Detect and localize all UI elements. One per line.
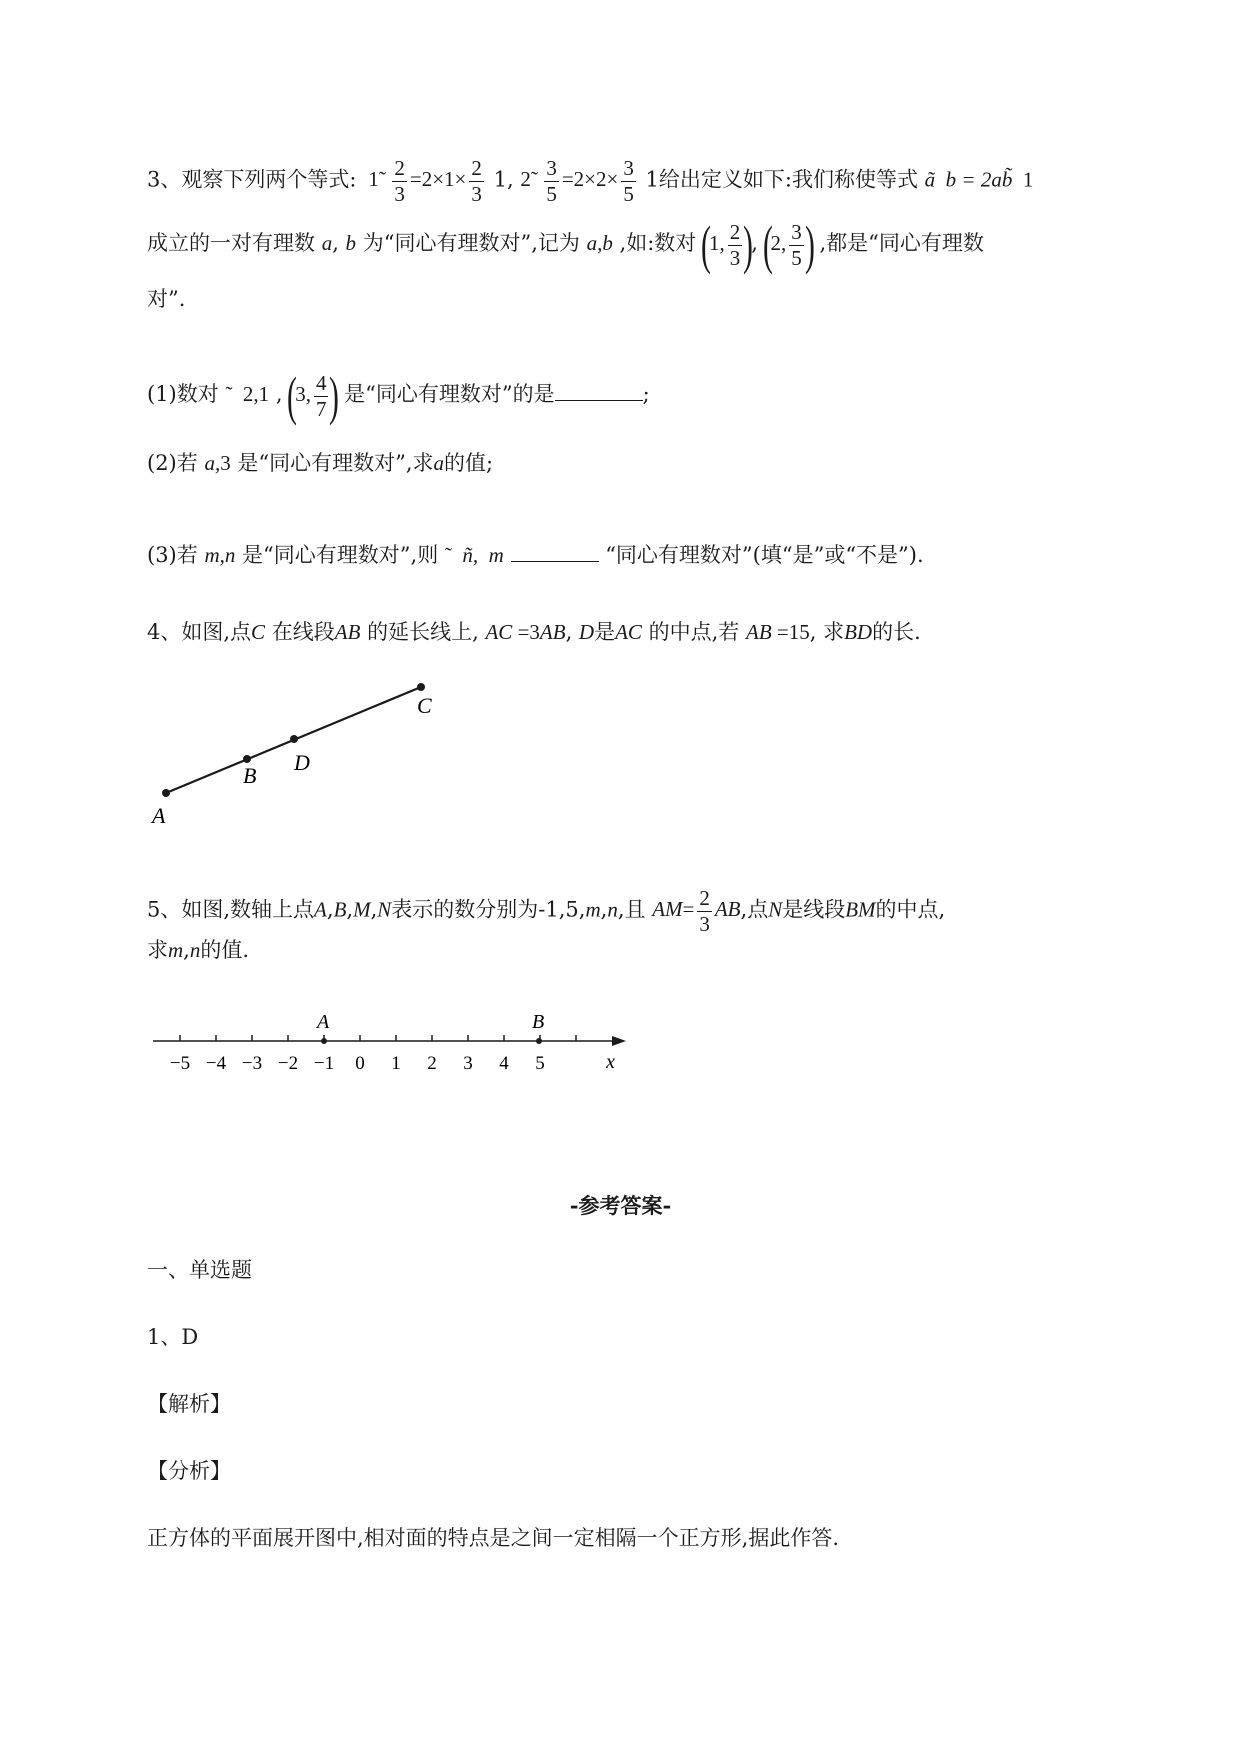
q3-line-3: 对”. (147, 287, 186, 311)
q3-line-1: 3、观察下列两个等式: 1̃ $\frac{2}{3}$ =2×1× $\frac{2}{3}$ 1, 2̃ $\frac{3}{5}$ =2×2× $\frac{3}{5}$ 1给出定义如下:我们称使等式 ã b = 2ab̃ 1 (147, 156, 1034, 206)
label-b: B (243, 763, 257, 788)
label-c: C (417, 693, 432, 718)
axis-tick-label: 0 (355, 1053, 365, 1074)
point-b (243, 755, 251, 763)
axis-label-b: B (532, 1011, 545, 1033)
q3-pair-3: (3, $\frac{4}{7}$ ) (287, 366, 340, 426)
q3-equation-2: 2̃ $\frac{3}{5}$ =2×2× $\frac{3}{5}$ (520, 156, 634, 206)
axis-tick-label: −2 (277, 1053, 299, 1074)
axis-tick-label: −3 (241, 1053, 263, 1074)
axis-tick-label: 1 (391, 1053, 401, 1074)
fenxi-label: 【分析】 (147, 1459, 231, 1483)
section-heading: 一、单选题 (147, 1258, 252, 1282)
point-a (162, 789, 170, 797)
analysis-text: 正方体的平面展开图中,相对面的特点是之间一定相隔一个正方形,据此作答. (147, 1526, 840, 1550)
point-b-on-axis (536, 1038, 542, 1044)
axis-arrow (612, 1036, 626, 1046)
point-c (417, 683, 425, 691)
q3-example-pair-1: (1, $\frac{2}{3}$ ) (701, 215, 754, 275)
q3-part-2: (2)若 a,3 是“同心有理数对”,求a的值; (147, 451, 494, 475)
axis-tick-label: 4 (499, 1053, 509, 1074)
q5-text-2: 求m,n的值. (147, 938, 250, 962)
answer-item-1: 1、D (147, 1325, 199, 1349)
number-line (153, 1011, 626, 1074)
label-a: A (152, 803, 166, 828)
q3-equation-1: 1̃ $\frac{2}{3}$ =2×1× $\frac{2}{3}$ (363, 156, 482, 206)
axis-label-x: x (606, 1051, 615, 1073)
answers-title: -参考答案- (569, 1193, 672, 1218)
q3-definition-equation: ã b = 2ab̃ 1 (924, 167, 1034, 192)
q3-part-3: (3)若 m,n 是“同心有理数对”,则 ˜ ñ, m “同心有理数对”(填“是”或“不是”). (147, 543, 924, 567)
jiexi-label: 【解析】 (147, 1392, 231, 1416)
q3-example-pair-2: (2, $\frac{3}{5}$ ) (762, 215, 815, 275)
axis-tick-label: −5 (169, 1053, 191, 1074)
axis-label-a: A (317, 1011, 330, 1033)
q3-part-1: (1)数对 ˜ 2,1 , (3, $\frac{4}{7}$ ) 是“同心有理数对”的是 ; (147, 366, 650, 426)
axis-tick-label: 2 (427, 1053, 437, 1074)
q3-intro-text: 3、观察下列两个等式: (147, 167, 357, 192)
q4-text: 4、如图,点C 在线段AB 的延长线上, AC =3AB, D是AC 的中点,若 AB =15, 求BD的长. (147, 620, 921, 644)
label-d: D (294, 750, 310, 775)
axis-tick-label: 3 (463, 1053, 473, 1074)
q5-text-1: 5、如图,数轴上点A,B,M,N表示的数分别为-1,5,m,n,且 AM= $\frac{2}{3}$ AB,点N是线段BM的中点, (147, 886, 946, 936)
q3-line-2: 成立的一对有理数 a, b 为“同心有理数对”,记为 a,b ,如:数对 (1, $\frac{2}{3}$ ), (2, $\frac{3}{5}$ ) ,都是“同心有理数 (147, 215, 984, 275)
axis-tick-label: −1 (313, 1053, 335, 1074)
axis-tick-label: −4 (205, 1053, 227, 1074)
point-d (290, 735, 298, 743)
axis-tick-label: 5 (535, 1053, 545, 1074)
